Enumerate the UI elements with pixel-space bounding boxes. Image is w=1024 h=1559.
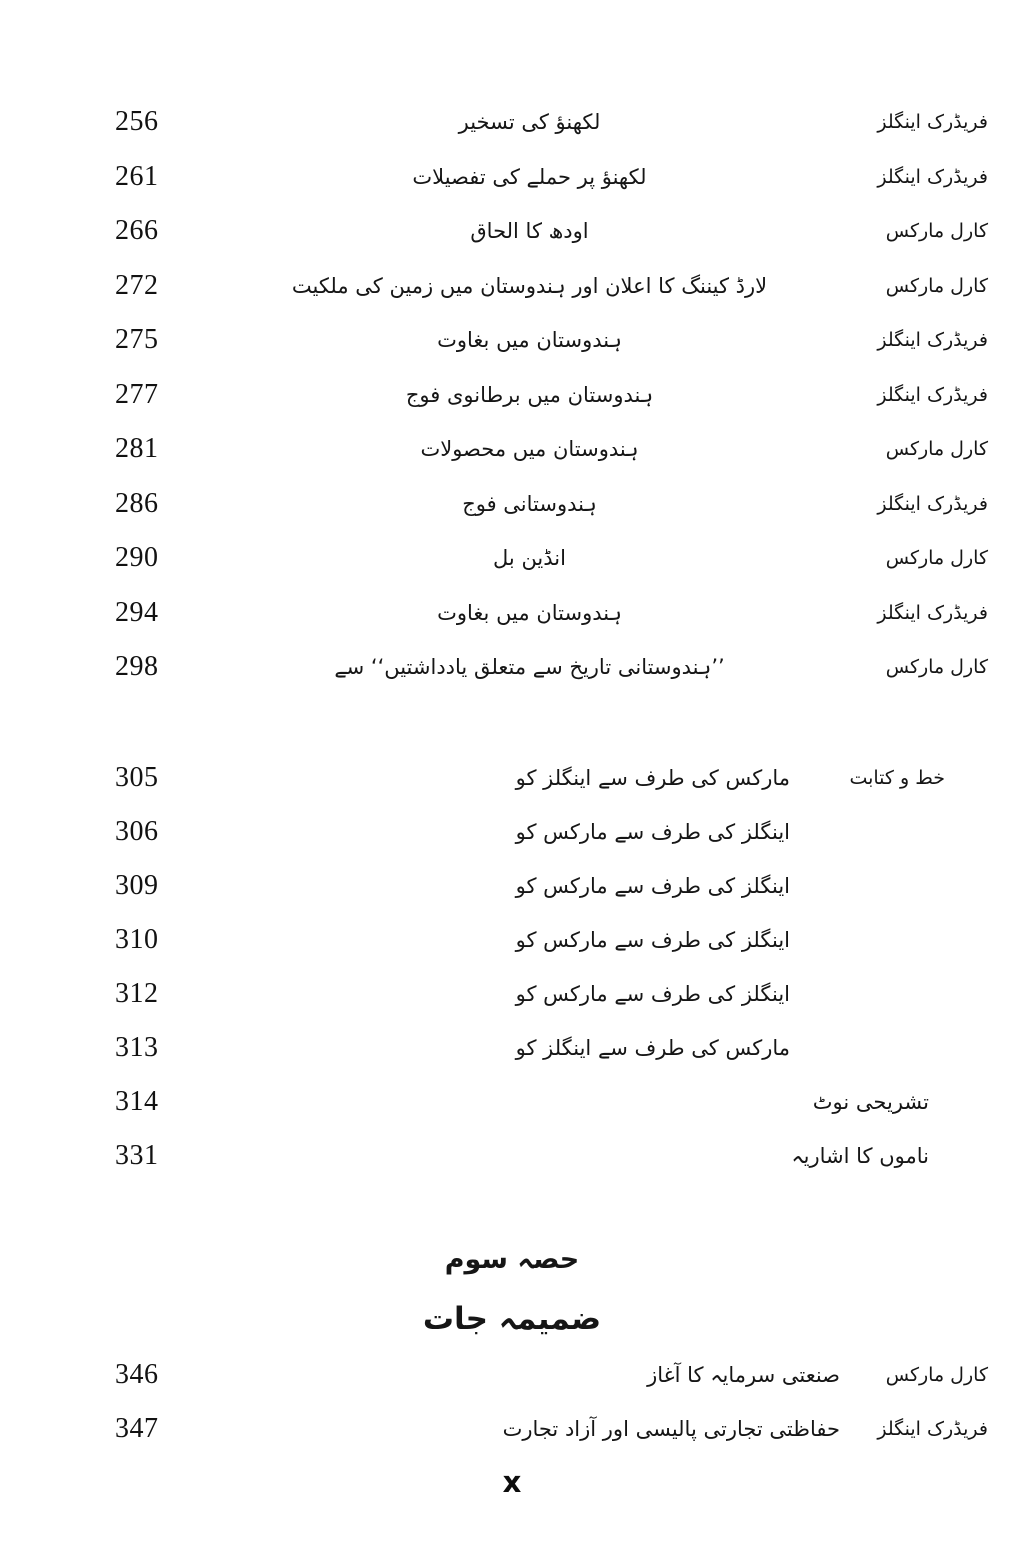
correspondence-rows: [0, 751, 1024, 1075]
toc-entry-row: [0, 586, 1024, 641]
entry-title: ہندوستانی فوج: [462, 491, 597, 516]
entry-author: فریڈرک اینگلز: [877, 601, 988, 624]
correspondence-heading: خط و کتابت: [849, 767, 945, 789]
entry-page-number: 272: [115, 269, 159, 301]
entry-title: مارکس کی طرف سے اینگلز کو: [515, 1035, 790, 1060]
entry-title: ہندوستان میں بغاوت: [437, 600, 622, 625]
toc-entry-row: [0, 95, 1024, 150]
entry-title: اینگلز کی طرف سے مارکس کو: [515, 927, 790, 952]
entry-page-number: 313: [115, 1032, 159, 1063]
appendix-entry-row: [0, 1402, 1024, 1456]
entry-author: فریڈرک اینگلز: [877, 1418, 988, 1440]
entry-title: حفاظتی تجارتی پالیسی اور آزاد تجارت: [502, 1416, 840, 1441]
entry-author: کارل مارکس: [885, 656, 988, 679]
appendix-entry-row: [0, 1348, 1024, 1402]
endmatter-entry-row: [0, 1129, 1024, 1183]
folio-roman-numeral: x: [502, 1465, 522, 1499]
entry-title: ہندوستان میں برطانوی فوج: [405, 382, 654, 407]
toc-entry-row: [0, 477, 1024, 532]
part-three-label: حصہ سوم: [444, 1243, 580, 1275]
entry-author: کارل مارکس: [885, 220, 988, 243]
entry-author: فریڈرک اینگلز: [877, 329, 988, 352]
entry-title: اینگلز کی طرف سے مارکس کو: [515, 981, 790, 1006]
entry-title: لکھنؤ پر حملے کی تفصیلات: [412, 164, 647, 189]
entry-author: فریڈرک اینگلز: [877, 383, 988, 406]
entry-author: کارل مارکس: [885, 274, 988, 297]
endmatter-entry-row: [0, 1075, 1024, 1129]
endmatter-rows: [0, 1075, 1024, 1183]
entry-page-number: 309: [115, 870, 159, 901]
toc-entry-row: [0, 640, 1024, 695]
entry-page-number: 347: [115, 1413, 159, 1444]
entry-title: اینگلز کی طرف سے مارکس کو: [515, 819, 790, 844]
entry-title: ہندوستان میں بغاوت: [437, 328, 622, 353]
entry-page-number: 286: [115, 487, 159, 519]
entry-page-number: 314: [115, 1086, 159, 1117]
entry-page-number: 312: [115, 978, 159, 1009]
toc-entry-row: [0, 422, 1024, 477]
entry-page-number: 294: [115, 596, 159, 628]
entry-page-number: 298: [115, 651, 159, 683]
articles-section: [0, 95, 1024, 695]
toc-entry-row: [0, 204, 1024, 259]
entry-title: تشریحی نوٹ: [812, 1089, 929, 1114]
entry-title: اینگلز کی طرف سے مارکس کو: [515, 873, 790, 898]
entry-page-number: 331: [115, 1140, 159, 1171]
entry-page-number: 310: [115, 924, 159, 955]
entry-page-number: 281: [115, 433, 159, 465]
letter-entry-row: [0, 967, 1024, 1021]
entry-author: فریڈرک اینگلز: [877, 165, 988, 188]
entry-title: انڈین بل: [493, 546, 566, 571]
appendices-title: ضمیمہ جات: [422, 1301, 602, 1337]
letter-entry-row: [0, 913, 1024, 967]
entry-title: صنعتی سرمایہ کا آغاز: [647, 1362, 840, 1387]
correspondence-section: [0, 751, 1024, 1183]
entry-author: کارل مارکس: [885, 438, 988, 461]
entry-author: کارل مارکس: [885, 547, 988, 570]
entry-title: ناموں کا اشاریہ: [791, 1143, 929, 1168]
toc-entry-row: [0, 531, 1024, 586]
entry-page-number: 256: [115, 106, 159, 138]
entry-title: لارڈ کیننگ کا اعلان اور ہندوستان میں زمین کی ملکیت: [291, 273, 768, 298]
letter-entry-row: [0, 1021, 1024, 1075]
entry-page-number: 261: [115, 160, 159, 192]
entry-page-number: 290: [115, 542, 159, 574]
entry-title: مارکس کی طرف سے اینگلز کو: [515, 765, 790, 790]
entry-page-number: 277: [115, 378, 159, 410]
entry-page-number: 346: [115, 1359, 159, 1390]
entry-author: فریڈرک اینگلز: [877, 492, 988, 515]
letter-entry-row: [0, 751, 1024, 805]
letter-entry-row: [0, 805, 1024, 859]
entry-page-number: 275: [115, 324, 159, 356]
entry-author: کارل مارکس: [885, 1364, 988, 1386]
entry-title: ’’ہندوستانی تاریخ سے متعلق یادداشتیں‘‘ سے: [334, 655, 725, 680]
entry-page-number: 266: [115, 215, 159, 247]
entry-title: اودھ کا الحاق: [470, 219, 589, 244]
toc-entry-row: [0, 150, 1024, 205]
toc-entry-row: [0, 259, 1024, 314]
entry-page-number: 305: [115, 762, 159, 793]
entry-title: ہندوستان میں محصولات: [420, 437, 639, 462]
entry-title: لکھنؤ کی تسخیر: [458, 110, 601, 135]
entry-author: فریڈرک اینگلز: [877, 111, 988, 134]
toc-entry-row: [0, 368, 1024, 423]
letter-entry-row: [0, 859, 1024, 913]
appendices-section: [0, 1348, 1024, 1456]
toc-entry-row: [0, 313, 1024, 368]
entry-page-number: 306: [115, 816, 159, 847]
